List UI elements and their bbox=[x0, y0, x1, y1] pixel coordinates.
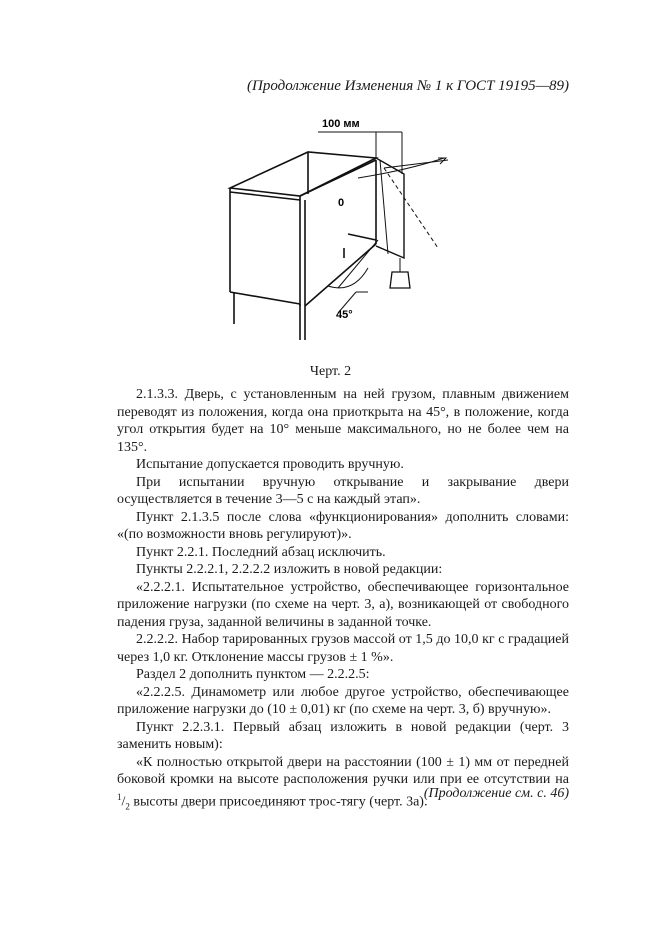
fraction-numerator: 1 bbox=[117, 791, 122, 802]
paragraph: 2.2.2.2. Набор тарированных грузов массой от 1,5 до 10,0 кг с градацией через 1,0 кг. Отклонение массы грузов ± 1 %». bbox=[117, 632, 569, 665]
body-text bbox=[117, 386, 569, 815]
text-before-fraction: «К полностью открытой двери на расстоянии (100 ± 1) мм от передней боковой кромки на высоте расположения ручки или при ее отсутствии на bbox=[117, 754, 569, 787]
cabinet-drawing bbox=[208, 108, 468, 348]
fraction-separator: / bbox=[121, 794, 126, 810]
paragraph: «2.2.2.1. Испытательное устройство, обеспечивающее горизонтальное приложение нагрузки (по схеме на черт. 3, а), возникающей от свободного падения груза, заданной величины в заданной точке. bbox=[117, 579, 569, 630]
figure-caption: Черт. 2 bbox=[309, 364, 352, 379]
paragraph: Испытание допускается проводить вручную. bbox=[136, 457, 404, 472]
angle-arc bbox=[328, 268, 368, 288]
paragraph: Раздел 2 дополнить пунктом — 2.2.2.5: bbox=[136, 667, 370, 682]
paragraph-last bbox=[117, 754, 569, 816]
paragraph: Пункт 2.1.3.5 после слова «функционирования» дополнить словами: «(по возможности вновь регулируют)». bbox=[117, 509, 569, 542]
open-door bbox=[376, 158, 404, 258]
fraction-denominator: 2 bbox=[125, 800, 130, 811]
paragraph: «2.2.2.5. Динамометр или любое другое устройство, обеспечивающее приложение нагрузки до (10 ± 0,01) кг (по схеме на черт. 3, б) вручную». bbox=[117, 684, 569, 717]
cabinet-top bbox=[230, 152, 376, 196]
angle-45-label: 45° bbox=[336, 309, 353, 321]
text-after-fraction: высоты двери присоединяют трос-тягу (черт. 3а). bbox=[129, 794, 428, 810]
door-mark-label: 0 bbox=[338, 197, 345, 209]
paragraph: При испытании вручную открывание и закрывание двери осуществляется в течение 3—5 с на каждый этап». bbox=[117, 474, 569, 507]
page-header: (Продолжение Изменения № 1 к ГОСТ 19195—89) bbox=[247, 78, 569, 94]
weight bbox=[390, 272, 410, 288]
paragraph: Пункт 2.2.1. Последний абзац исключить. bbox=[136, 544, 386, 560]
paragraph: Пункты 2.2.2.1, 2.2.2.2 изложить в новой редакции: bbox=[136, 562, 443, 577]
cabinet-diagram-svg bbox=[208, 108, 468, 348]
page-footer: (Продолжение см. с. 46) bbox=[423, 786, 569, 801]
paragraph: Пункт 2.2.3.1. Первый абзац изложить в новой редакции (черт. 3 заменить новым): bbox=[117, 719, 569, 752]
paragraph: 2.1.3.3. Дверь, с установленным на ней грузом, плавным движением переводят из положения, когда она приоткрыта на 45°, в положение, когда угол открытия будет на 10° меньше максимального, но не более чем на 135°. bbox=[117, 387, 569, 455]
dim-100mm-label: 100 мм bbox=[322, 118, 360, 130]
